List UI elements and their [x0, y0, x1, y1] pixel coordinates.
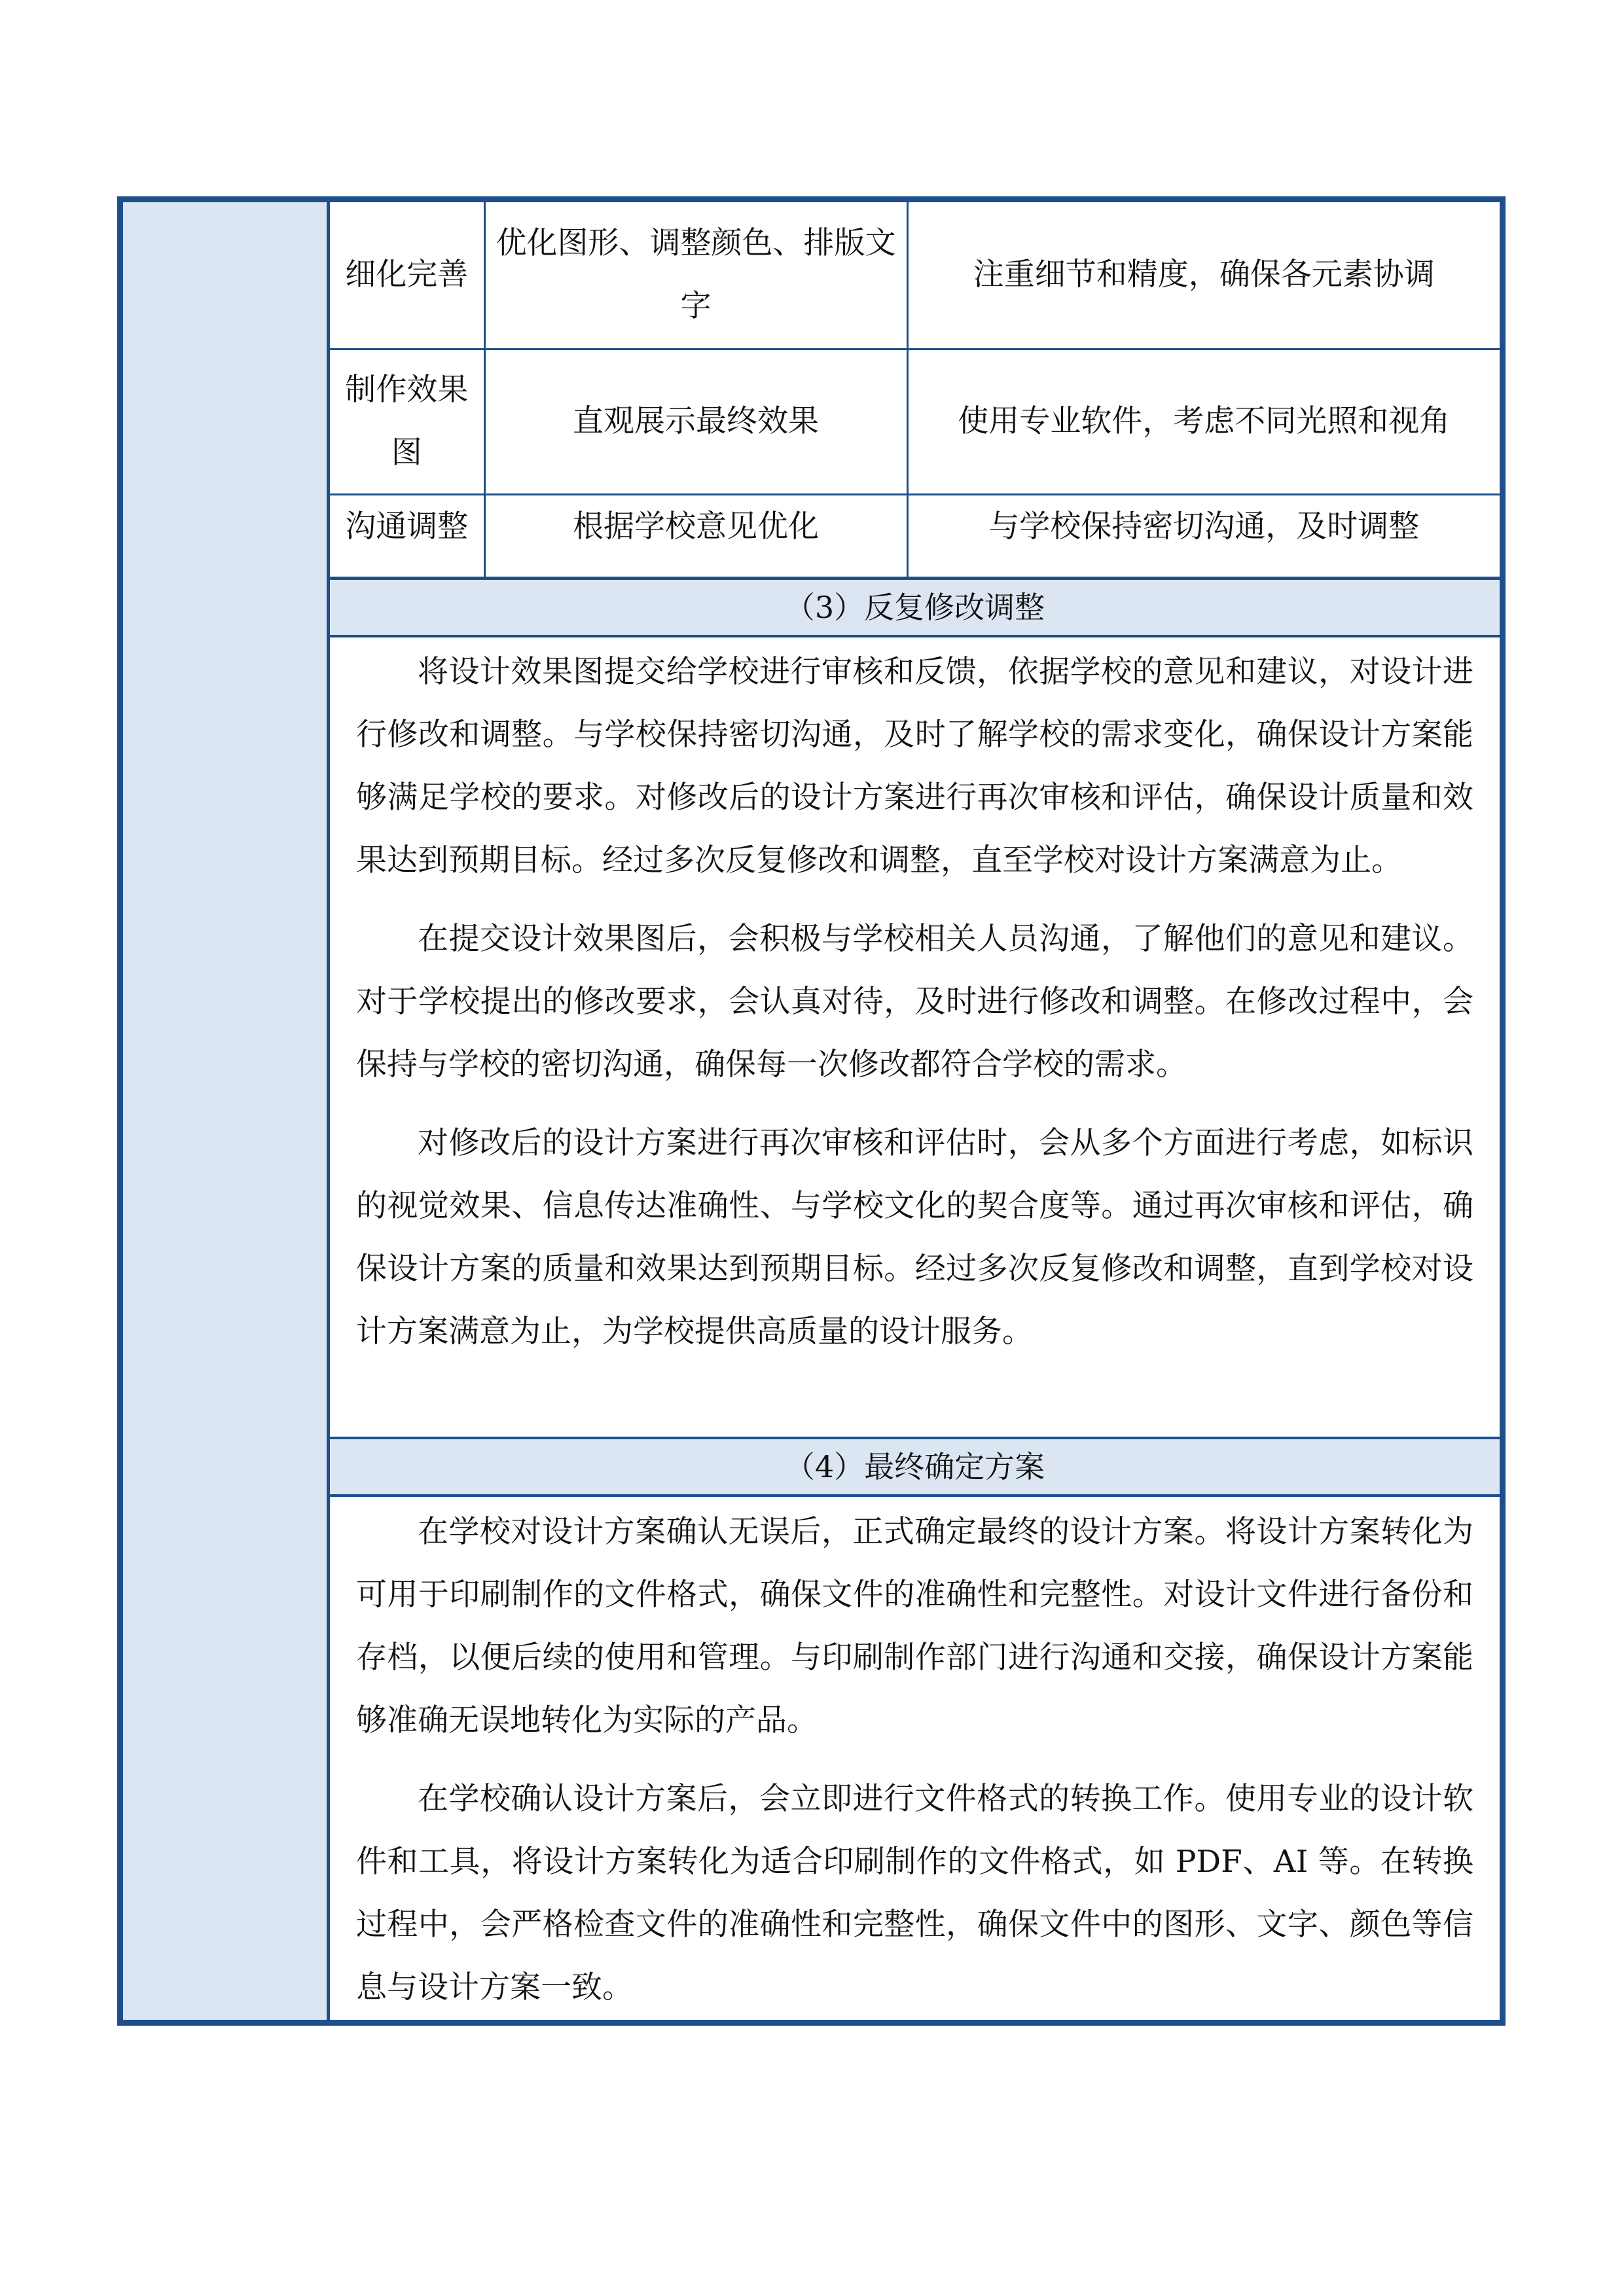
note-cell: 使用专业软件，考虑不同光照和视角 — [907, 349, 1500, 494]
paragraph: 对修改后的设计方案进行再次审核和评估时，会从多个方面进行考虑，如标识的视觉效果、信息传达准确性、与学校文化的契合度等。通过再次审核和评估，确保设计方案的质量和效果达到预期目标。经过多次反复修改和调整，直到学校对设计方案满意为止，为学校提供高质量的设计服务。 — [356, 1125, 1473, 1350]
section-3-title: （3）反复修改调整 — [330, 577, 1500, 637]
paragraph: 将设计效果图提交给学校进行审核和反馈，依据学校的意见和建议，对设计进行修改和调整。与学校保持密切沟通，及时了解学校的需求变化，确保设计方案能够满足学校的要求。对修改后的设计方案进行再次审核和评估，确保设计质量和效果达到预期目标。经过多次反复修改和调整，直至学校对设计方案满意为止。 — [356, 654, 1473, 878]
step-cell: 沟通调整 — [330, 494, 484, 577]
table-row — [330, 202, 1500, 349]
content-area — [330, 202, 1500, 2020]
paragraph: 在学校对设计方案确认无误后，正式确定最终的设计方案。将设计方案转化为可用于印刷制作的文件格式，确保文件的准确性和完整性。对设计文件进行备份和存档，以便后续的使用和管理。与印刷制作部门进行沟通和交接，确保设计方案能够准确无误地转化为实际的产品。 — [356, 1514, 1473, 1738]
note-cell: 注重细节和精度，确保各元素协调 — [907, 202, 1500, 349]
section-4-title: （4）最终确定方案 — [330, 1437, 1500, 1497]
document-frame — [117, 196, 1506, 2026]
table-row — [330, 494, 1500, 577]
content-cell: 直观展示最终效果 — [484, 349, 907, 494]
note-cell: 与学校保持密切沟通，及时调整 — [907, 494, 1500, 577]
paragraph: 在学校确认设计方案后，会立即进行文件格式的转换工作。使用专业的设计软件和工具，将设计方案转化为适合印刷制作的文件格式，如 PDF、AI 等。在转换过程中，会严格检查文件的准确性和完整性，确保文件中的图形、文字、颜色等信息与设计方案一致。 — [356, 1781, 1473, 2005]
paragraph: 在提交设计效果图后，会积极与学校相关人员沟通，了解他们的意见和建议。对于学校提出的修改要求，会认真对待，及时进行修改和调整。在修改过程中，会保持与学校的密切沟通，确保每一次修改都符合学校的需求。 — [356, 921, 1473, 1083]
section-4-body — [330, 1501, 1500, 2035]
table-row — [330, 349, 1500, 494]
content-cell: 优化图形、调整颜色、排版文字 — [484, 202, 907, 349]
left-label-column — [123, 202, 330, 2020]
content-cell: 根据学校意见优化 — [484, 494, 907, 577]
step-cell: 制作效果图 — [330, 349, 484, 494]
step-cell: 细化完善 — [330, 202, 484, 349]
design-steps-table — [330, 202, 1500, 579]
section-3-body — [330, 641, 1500, 1379]
